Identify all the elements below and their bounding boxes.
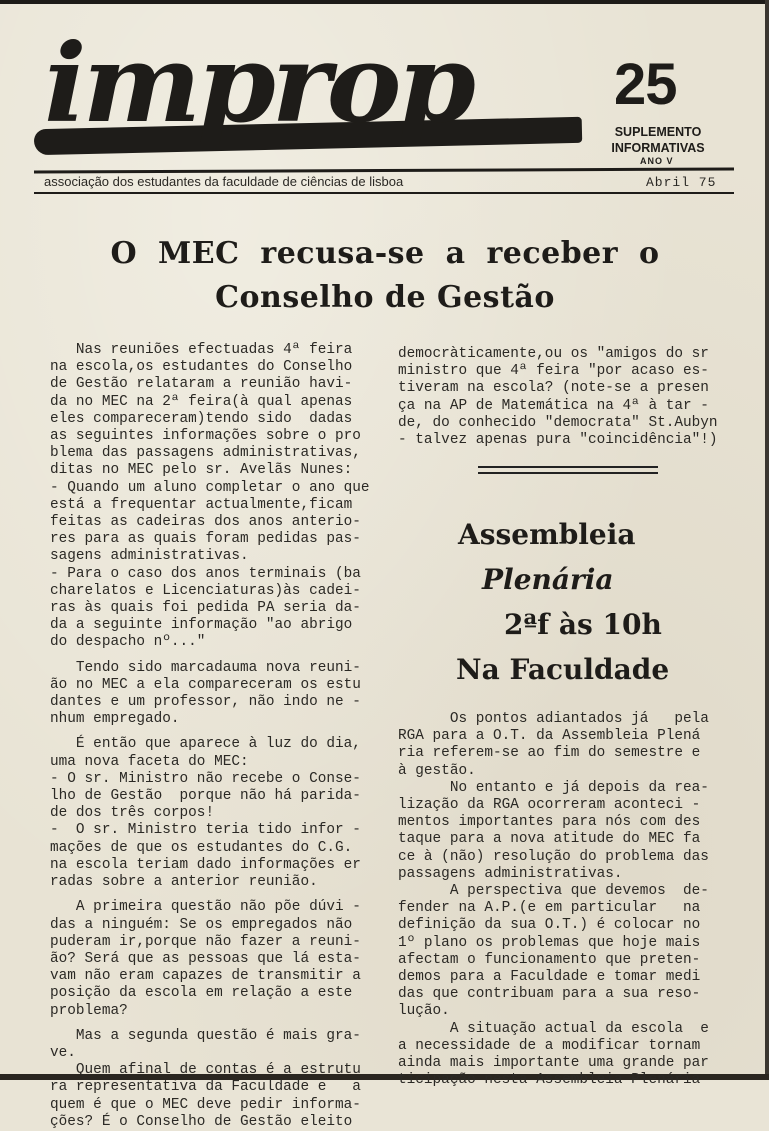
text-line: mentos importantes para nós com des — [398, 814, 701, 831]
text-line: democràticamente,ou os "amigos do sr — [398, 346, 709, 362]
text-line: de Gestão relataram a reunião havi- — [50, 376, 353, 393]
text-line: das a ninguém: Se os empregados não — [50, 916, 353, 933]
text-line: res para as quais foram pedidas pas- — [50, 531, 361, 548]
text-line: charelatos e Licenciaturas)às cadei- — [50, 582, 361, 599]
headline-line-2: Conselho de Gestão — [215, 280, 555, 315]
text-line: ão? Será que as pessoas que lá esta- — [50, 950, 361, 967]
headline-line-1: O MEC recusa-se a receber o — [110, 236, 660, 271]
year-label: ANO V — [640, 156, 674, 166]
text-line: blema das passagens administrativas, — [50, 445, 361, 462]
text-line: No entanto e já depois da rea- — [398, 779, 709, 796]
text-line: A situação actual da escola e — [398, 1020, 709, 1037]
text-line: ções? É o Conselho de Gestão eleito — [50, 1113, 353, 1130]
paragraph — [50, 342, 385, 652]
text-line: radas sobre a anterior reunião. — [50, 874, 318, 891]
assembly-article-column — [398, 711, 743, 1089]
text-line: taque para a nova atitude do MEC fa — [398, 831, 701, 848]
paragraph — [50, 899, 385, 1019]
text-line: ve. — [50, 1044, 76, 1061]
text-line: na escola,os estudantes do Conselho — [50, 359, 353, 376]
text-line: quem é que o MEC deve pedir informa- — [50, 1096, 361, 1113]
text-line: fender na A.P.(e em particular na — [398, 900, 701, 917]
text-line: Mas a segunda questão é mais gra- — [50, 1027, 361, 1044]
text-line: É então que aparece à luz do dia, — [50, 736, 361, 753]
text-line: as seguintes informações sobre o pro — [50, 428, 361, 445]
text-line: Tendo sido marcadauma nova reuni- — [50, 659, 361, 676]
text-line: ce à (não) resolução do problema das — [398, 848, 709, 865]
text-line: vam não eram capazes de transmitir a — [50, 968, 361, 985]
text-line: a necessidade de a modificar tornam — [398, 1037, 701, 1054]
assembly-notice-line-1: Assembleia — [458, 518, 636, 551]
text-line: de, do conhecido "democrata" St.Aubyn — [398, 414, 718, 431]
supplement-line-1: SUPLEMENTO — [614, 125, 702, 139]
text-line: das que contribuam para a sua reso- — [398, 986, 701, 1003]
text-line: mações de que os estudantes do C.G. — [50, 839, 353, 856]
text-line: lho de Gestão porque não há parida- — [50, 788, 361, 805]
text-line: lização da RGA ocorreram aconteci - — [398, 797, 701, 814]
text-line: de dos três corpos! — [50, 805, 215, 822]
article-left-column — [50, 342, 385, 1131]
text-line: do despacho nº..." — [50, 634, 206, 651]
text-line: sagens administrativas. — [50, 548, 249, 565]
text-line: uma nova faceta do MEC: — [50, 753, 249, 770]
text-line: na escola teriam dado informações er — [50, 856, 361, 873]
section-divider-line-1 — [478, 466, 658, 468]
text-line: eles compareceram)tendo sido dadas — [50, 410, 353, 427]
text-line: à gestão. — [398, 762, 476, 779]
text-line: demos para a Faculdade e tomar medi — [398, 969, 701, 986]
text-line: posição da escola em relação a este — [50, 985, 353, 1002]
issue-date: Abril 75 — [646, 175, 717, 190]
paragraph-gap — [50, 1020, 385, 1028]
text-line: ão no MEC a ela compareceram os estu — [50, 676, 361, 693]
text-line: ça na AP de Matemática na 4ª à tar - — [398, 397, 709, 414]
section-divider-line-2 — [478, 472, 658, 474]
masthead-rule-bottom — [34, 192, 734, 194]
paragraph — [50, 736, 385, 891]
assembly-notice-line-2: Plenária — [482, 563, 614, 596]
text-line: - O sr. Ministro não recebe o Conse- — [50, 770, 361, 787]
paragraph — [50, 660, 385, 729]
text-line: ditas no MEC pelo sr. Avelãs Nunes: — [50, 462, 353, 479]
text-line: ainda mais importante uma grande par — [398, 1055, 709, 1072]
article-headline — [60, 232, 710, 320]
text-line: A primeira questão não põe dúvi - — [50, 899, 361, 916]
page-edge-right — [765, 0, 769, 1080]
text-line: lução. — [398, 1003, 450, 1020]
text-line: passagens administrativas. — [398, 865, 623, 882]
text-line: da no MEC na 2ª feira(à qual apenas — [50, 393, 353, 410]
text-line: afectam o funcionamento que preten- — [398, 951, 701, 968]
text-line: Quem afinal de contas é a estrutu — [50, 1062, 361, 1079]
paragraph — [50, 1028, 385, 1131]
text-line: está a frequentar actualmente,ficam — [50, 496, 353, 513]
assembly-notice-line-4: Na Faculdade — [456, 653, 670, 686]
text-line: nhum empregado. — [50, 711, 180, 728]
text-line: - talvez apenas pura "coincidência"!) — [398, 432, 718, 449]
text-line: problema? — [50, 1002, 128, 1019]
masthead-logo: improp — [44, 21, 472, 147]
assembly-notice — [448, 512, 748, 692]
text-line: definição da sua O.T.) é colocar no — [398, 917, 701, 934]
text-line: dantes e um professor, não indo ne - — [50, 694, 361, 711]
text-line: A perspectiva que devemos de- — [398, 883, 709, 900]
article-right-column-continuation — [398, 346, 743, 449]
text-line: ticipação nesta Assembleia Plenária — [398, 1072, 701, 1089]
text-line: - Quando um aluno completar o ano que — [50, 479, 370, 496]
text-line: da a seguinte informação "ao abrigo — [50, 617, 353, 634]
text-line: tiveram na escola? (note-se a presen — [398, 380, 709, 397]
text-line: ria referem-se ao fim do semestre e — [398, 745, 701, 762]
paragraph-gap — [50, 891, 385, 899]
association-name: associação dos estudantes da faculdade de ciências de lisboa — [44, 174, 404, 189]
supplement-label — [608, 124, 708, 156]
text-line: Os pontos adiantados já pela — [398, 711, 709, 727]
issue-number: 25 — [614, 52, 677, 117]
text-line: Nas reuniões efectuadas 4ª feira — [50, 342, 353, 358]
text-line: - Para o caso dos anos terminais (ba — [50, 565, 361, 582]
assembly-notice-line-3: 2ªf às 10h — [504, 608, 662, 641]
text-line: puderam ir,porque não fazer a reuni- — [50, 933, 361, 950]
text-line: ras às quais foi pedida PA seria da- — [50, 600, 361, 617]
text-line: 1º plano os problemas que hoje mais — [398, 934, 701, 951]
page-edge-top — [0, 0, 769, 4]
text-line: - O sr. Ministro teria tido infor - — [50, 822, 361, 839]
paragraph-gap — [50, 652, 385, 660]
text-line: feitas as cadeiras dos anos anterio- — [50, 514, 361, 531]
text-line: ministro que 4ª feira "por acaso es- — [398, 363, 709, 380]
supplement-line-2: INFORMATIVAS — [611, 141, 705, 155]
text-line: ra representativa da Faculdade e a — [50, 1079, 361, 1096]
masthead-rule-top — [34, 167, 734, 173]
text-line: RGA para a O.T. da Assembleia Plená — [398, 728, 701, 745]
